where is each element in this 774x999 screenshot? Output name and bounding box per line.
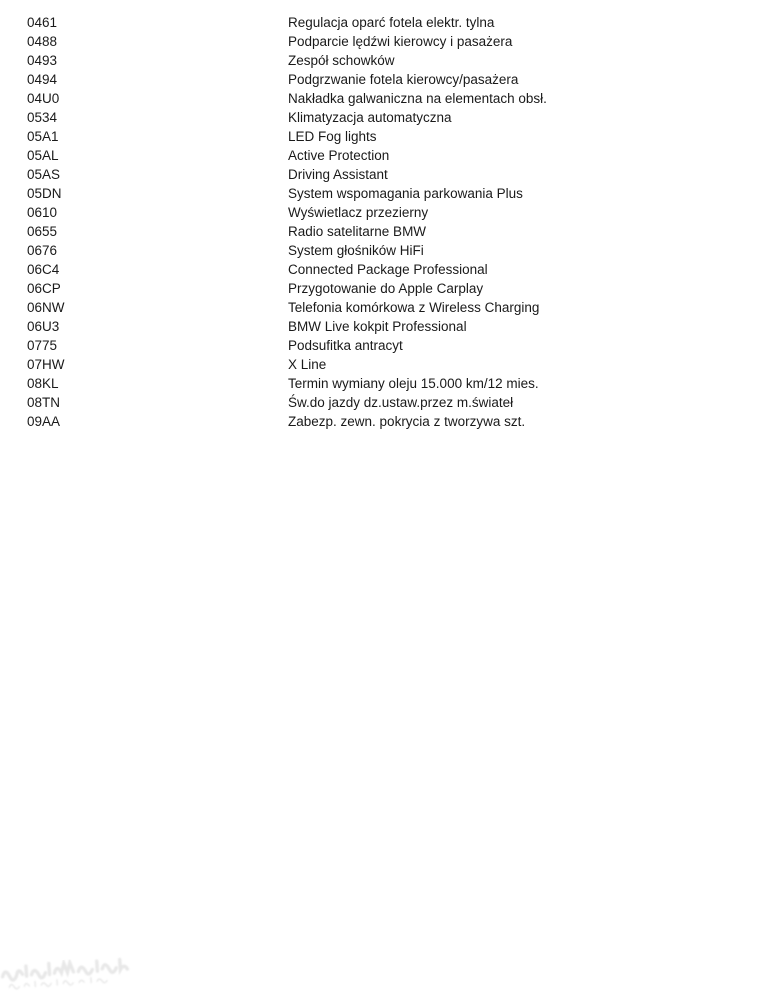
option-code: 0610	[27, 205, 58, 220]
option-row	[0, 317, 774, 336]
option-description: Regulacja oparć fotela elektr. tylna	[288, 15, 495, 30]
option-code: 0493	[27, 53, 58, 68]
option-description: X Line	[288, 357, 327, 372]
watermark-line-1	[2, 958, 128, 981]
option-row	[0, 241, 774, 260]
option-description: Nakładka galwaniczna na elementach obsł.	[288, 91, 547, 106]
option-row	[0, 165, 774, 184]
option-code: 06C4	[27, 262, 60, 277]
option-description: LED Fog lights	[288, 129, 377, 144]
option-code: 0534	[27, 110, 58, 125]
option-row	[0, 374, 774, 393]
option-row	[0, 89, 774, 108]
option-description: Termin wymiany oleju 15.000 km/12 mies.	[288, 376, 539, 391]
options-list	[0, 13, 774, 431]
option-code: 05A1	[27, 129, 59, 144]
option-code: 07HW	[27, 357, 65, 372]
option-code: 0775	[27, 338, 58, 353]
option-row	[0, 51, 774, 70]
watermark-line-2	[9, 976, 107, 989]
option-code: 04U0	[27, 91, 60, 106]
option-description: Active Protection	[288, 148, 390, 163]
option-row	[0, 127, 774, 146]
option-code: 0494	[27, 72, 58, 87]
option-code: 08TN	[27, 395, 61, 410]
option-description: Zespół schowków	[288, 53, 395, 68]
option-code: 06CP	[27, 281, 61, 296]
option-row	[0, 13, 774, 32]
option-description: Podsufitka antracyt	[288, 338, 403, 353]
option-row	[0, 298, 774, 317]
option-code: 05AS	[27, 167, 61, 182]
option-row	[0, 222, 774, 241]
option-description: Podgrzwanie fotela kierowcy/pasażera	[288, 72, 519, 87]
option-description: Telefonia komórkowa z Wireless Charging	[288, 300, 540, 315]
option-code: 06U3	[27, 319, 60, 334]
option-code: 0488	[27, 34, 58, 49]
option-row	[0, 393, 774, 412]
option-code: 05DN	[27, 186, 62, 201]
option-description: Radio satelitarne BMW	[288, 224, 427, 239]
option-description: Św.do jazdy dz.ustaw.przez m.świateł	[288, 395, 514, 410]
option-row	[0, 412, 774, 431]
watermark	[0, 945, 150, 997]
option-code: 08KL	[27, 376, 59, 391]
option-description: Klimatyzacja automatyczna	[288, 110, 452, 125]
option-row	[0, 336, 774, 355]
option-row	[0, 355, 774, 374]
option-row	[0, 279, 774, 298]
option-description: Podparcie lędźwi kierowcy i pasażera	[288, 34, 513, 49]
option-description: Wyświetlacz przezierny	[288, 205, 429, 220]
option-description: Connected Package Professional	[288, 262, 488, 277]
option-description: BMW Live kokpit Professional	[288, 319, 467, 334]
option-row	[0, 32, 774, 51]
option-row	[0, 260, 774, 279]
option-description: Driving Assistant	[288, 167, 388, 182]
option-code: 0655	[27, 224, 58, 239]
option-row	[0, 203, 774, 222]
option-description: System wspomagania parkowania Plus	[288, 186, 523, 201]
option-code: 09AA	[27, 414, 61, 429]
option-row	[0, 184, 774, 203]
option-row	[0, 146, 774, 165]
option-description: System głośników HiFi	[288, 243, 424, 258]
option-row	[0, 108, 774, 127]
option-code: 06NW	[27, 300, 65, 315]
option-description: Przygotowanie do Apple Carplay	[288, 281, 484, 296]
option-code: 0676	[27, 243, 58, 258]
option-row	[0, 70, 774, 89]
option-code: 05AL	[27, 148, 59, 163]
option-code: 0461	[27, 15, 58, 30]
option-description: Zabezp. zewn. pokrycia z tworzywa szt.	[288, 414, 526, 429]
